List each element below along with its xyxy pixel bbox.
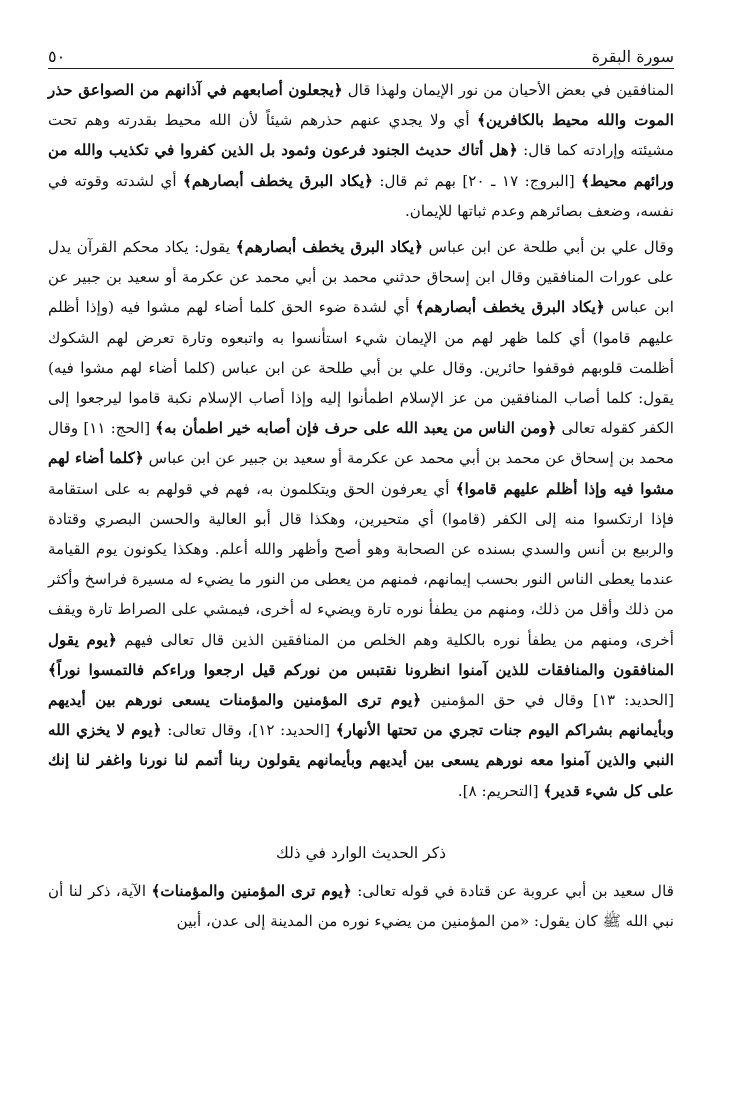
text-run: أي ولا يجدي عنهم حذرهم شيئاً لأن الله محيط بقدرته وهم تحت مشيئته وإرادته كما قال: (48, 111, 674, 160)
quran-verse: ﴿يكاد البرق يخطف أبصارهم﴾ (183, 171, 373, 190)
quran-verse: ﴿كلما أضاء لهم مشوا فيه وإذا أظلم عليهم قاموا﴾ (48, 449, 674, 498)
text-run: الآية، ذكر لنا أن نبي الله ﷺ كان يقول: «من المؤمنين من يضيء نوره من المدينة إلى عدن، أبين (48, 881, 674, 931)
section-title: ذكر الحديث الوارد في ذلك (276, 843, 446, 862)
text-run: [الحديد: ١٢]، وقال تعالى: (161, 721, 336, 740)
text-run: قال سعيد بن أبي عروبة عن قتادة في قوله تعالى: (351, 881, 674, 900)
page-body (48, 75, 674, 936)
text-run: [البروج: ١٧ ـ ٢٠] بهم ثم قال: (372, 171, 582, 190)
text-run: أي لشدته وقوته في نفسه، وضعف بصائرهم وعدم ثباتها للإيمان. (48, 171, 674, 220)
page-number: ٥٠ (48, 47, 66, 66)
quran-verse: ﴿يكاد البرق يخطف أبصارهم﴾ (415, 298, 605, 317)
quran-verse: ﴿يوم يقول المنافقون والمنافقات للذين آمنوا انظرونا نقتبس من نوركم قيل ارجعوا وراءكم فالتمسوا نوراً﴾ (48, 630, 674, 679)
text-run: [التحريم: ٨]. (457, 781, 544, 800)
text-run: المنافقين في بعض الأحيان من نور الإيمان ولهذا قال (342, 81, 674, 99)
paragraph-tafsir-lightning (48, 75, 674, 226)
quran-verse: ﴿يوم ترى المؤمنين والمؤمنات﴾ (151, 881, 352, 900)
text-run: [الحج: ١١] وقال محمد بن إسحاق عن محمد بن أبي محمد عن عكرمة أو سعيد بن جبير عن ابن عباس (48, 419, 674, 468)
book-page (48, 38, 674, 936)
quran-verse: ﴿يوم لا يخزي الله النبي والذين آمنوا معه نورهم يسعى بين أيديهم وبأيمانهم يقولون ربنا أتمم لنا نورنا واغفر لنا إنك على كل شيء قدير﴾ (48, 721, 674, 800)
quran-verse: ﴿يجعلون أصابعهم في آذانهم من الصواعق حذر الموت والله محيط بالكافرين﴾ (48, 81, 674, 130)
paragraph-hadith (48, 876, 674, 936)
quran-verse: ﴿يكاد البرق يخطف أبصارهم﴾ (235, 238, 424, 257)
text-run: أي يعرفون الحق ويتكلمون به، فهم في قولهم به على استقامة فإذا ارتكسوا منه إلى الكفر (قاموا) أي متحيرين، وهكذا قال أبو العالية والحسن البصري وقتادة والربيع بن أنس والسدي بسنده عن الصحابة وهو أصح وأظهر والله أعلم. وهكذا يكونون يوم القيامة عندما يعطى الناس النور بحسب إيمانهم، فمنهم من يعطى من النور ما يضيء له مسيرة فراسخ وأكثر من ذلك وأقل من ذلك، ومنهم من يطفأ نوره تارة ويضيء له أخرى، فيمشي على الصراط تارة ويقف أخرى، ومنهم من يطفأ نوره بالكلية وهم الخلص من المنافقين الذين قال تعالى فيهم (48, 479, 674, 649)
text-run: يقول: يكاد محكم القرآن يدل على عورات المنافقين وقال ابن إسحاق حدثني محمد بن أبي محمد عن عكرمة أو سعيد بن جبير عن ابن عباس (48, 238, 674, 317)
quran-verse: ﴿يوم ترى المؤمنين والمؤمنات يسعى نورهم بين أيديهم وبأيمانهم بشراكم اليوم جنات تجري من تحتها الأنهار﴾ (48, 691, 674, 740)
quran-verse: ﴿هل أتاك حديث الجنود فرعون وثمود بل الذين كفروا في تكذيب والله من ورائهم محيط﴾ (48, 141, 674, 190)
page-header (48, 38, 674, 69)
text-run: وقال علي بن أبي طلحة عن ابن عباس (423, 238, 674, 257)
text-run: أي لشدة ضوء الحق كلما أضاء لهم مشوا فيه (وإذا أظلم عليهم قاموا) أي كلما ظهر لهم من الإيمان شيء استأنسوا به واتبعوه وتارة تعرض لهم الشكوك أظلمت قلوبهم فوقفوا حائرين. وقال علي بن أبي طلحة عن ابن عباس (كلما أضاء لهم مشوا فيه) يقول: كلما أصاب المنافقين من عز الإسلام اطمأنوا إليه وإذا أصاب الإسلام نكبة قاموا ليرجعوا إلى الكفر كقوله تعالى (48, 298, 675, 438)
paragraph-ibn-abbas-commentary (48, 232, 674, 806)
running-title: سورة البقرة (591, 47, 674, 66)
text-run: [الحديد: ١٣] وقال في حق المؤمنين (421, 691, 674, 710)
quran-verse: ﴿ومن الناس من يعبد الله على حرف فإن أصابه خير اطمأن به﴾ (155, 419, 557, 438)
